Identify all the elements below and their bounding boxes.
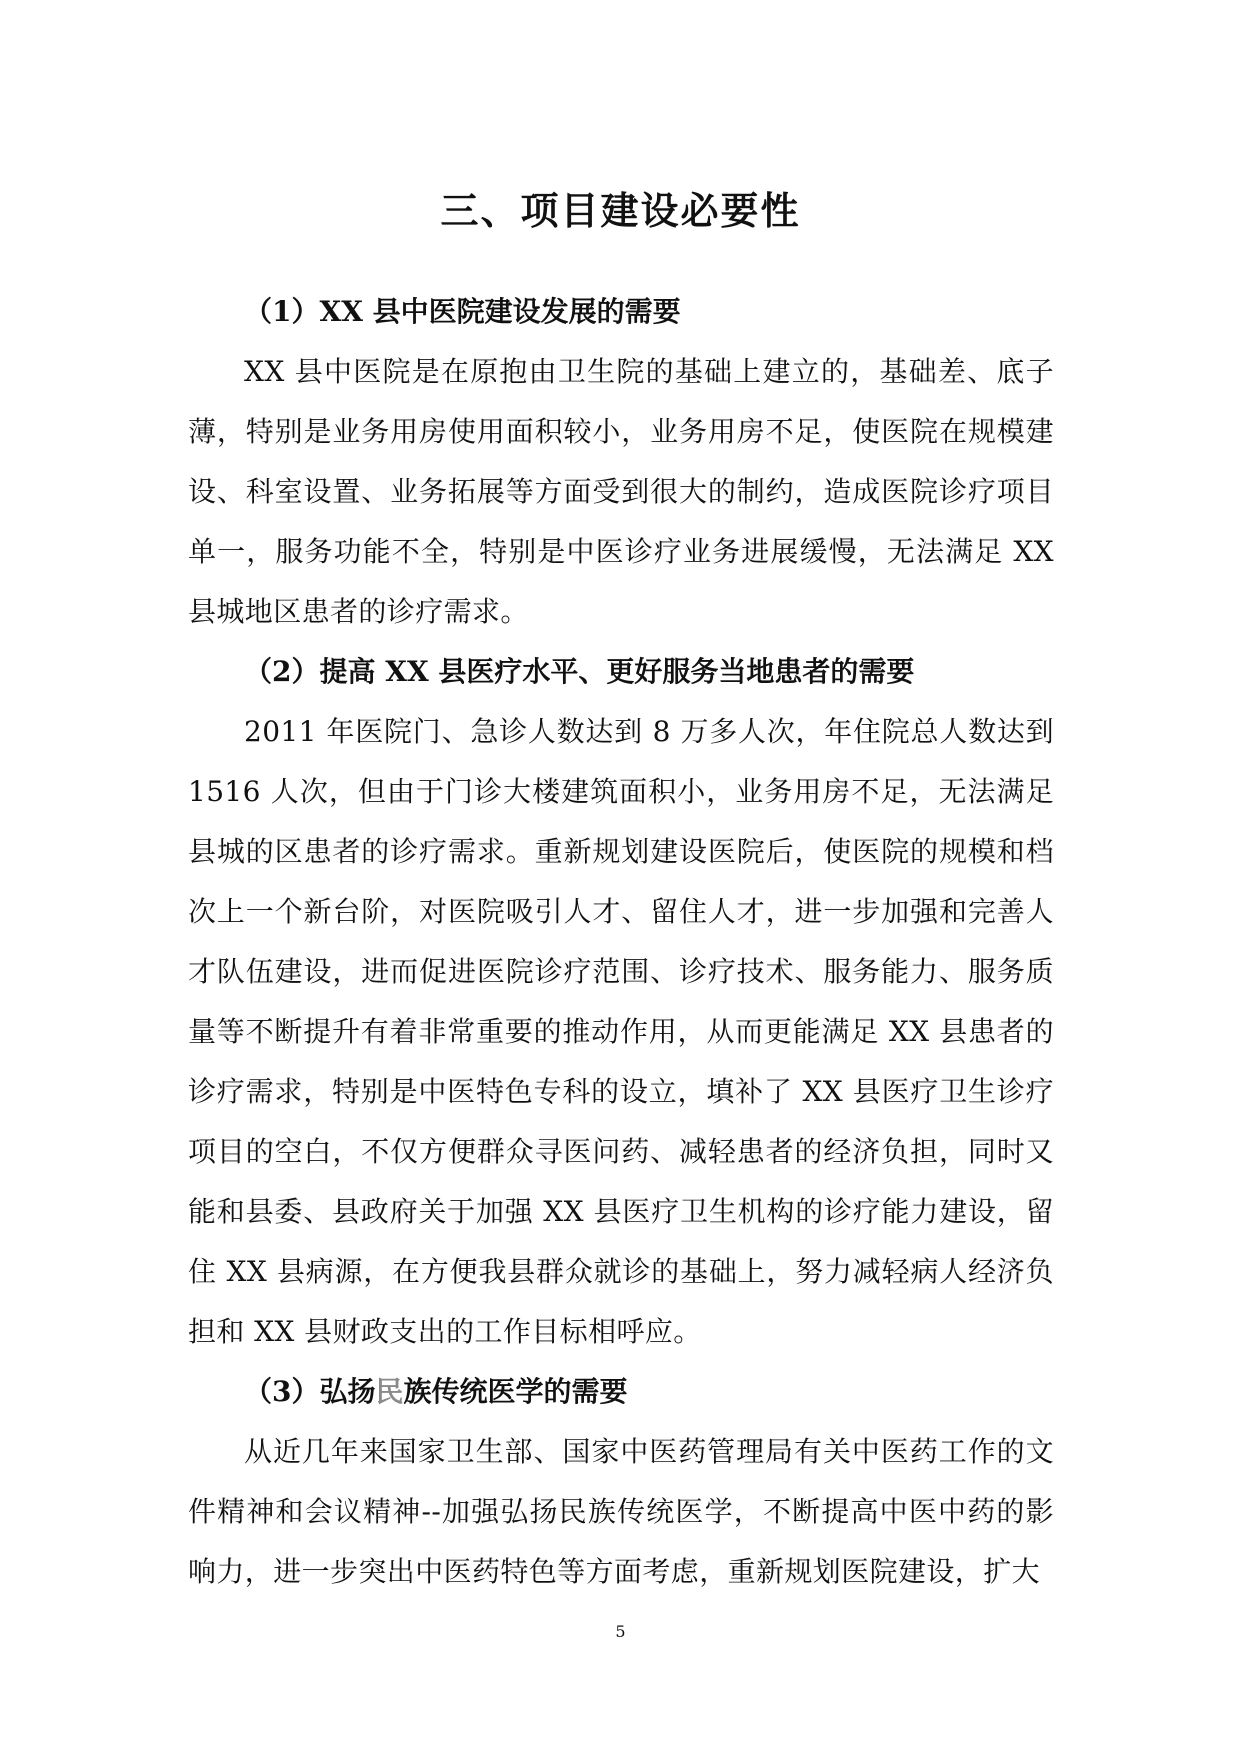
section-3-heading-highlight: 民 (375, 1375, 404, 1408)
document-body (188, 282, 1054, 1602)
section-3-heading (188, 1362, 1054, 1422)
section-3-heading-prefix: （3）弘扬 (244, 1375, 376, 1408)
section-1-paragraph: XX 县中医院是在原抱由卫生院的基础上建立的，基础差、底子薄，特别是业务用房使用面积较小，业务用房不足，使医院在规模建设、科室设置、业务拓展等方面受到很大的制约，造成医院诊疗项目单一，服务功能不全，特别是中医诊疗业务进展缓慢，无法满足 XX 县城地区患者的诊疗需求。 (188, 355, 1054, 628)
section-1-heading: （1）XX 县中医院建设发展的需要 (244, 295, 681, 328)
section-3-paragraph: 从近几年来国家卫生部、国家中医药管理局有关中医药工作的文件精神和会议精神--加强弘扬民族传统医学，不断提高中医中药的影响力，进一步突出中医药特色等方面考虑，重新规划医院建设，扩大 (188, 1435, 1054, 1588)
section-2-heading: （2）提高 XX 县医疗水平、更好服务当地患者的需要 (244, 655, 915, 688)
section-3-heading-suffix: 族传统医学的需要 (403, 1375, 628, 1408)
section-2-paragraph: 2011 年医院门、急诊人数达到 8 万多人次，年住院总人数达到 1516 人次，但由于门诊大楼建筑面积小，业务用房不足，无法满足县城的区患者的诊疗需求。重新规划建设医院后，使医院的规模和档次上一个新台阶，对医院吸引人才、留住人才，进一步加强和完善人才队伍建设，进而促进医院诊疗范围、诊疗技术、服务能力、服务质量等不断提升有着非常重要的推动作用，从而更能满足 XX 县患者的诊疗需求，特别是中医特色专科的设立，填补了 XX 县医疗卫生诊疗项目的空白，不仅方便群众寻医问药、减轻患者的经济负担，同时又能和县委、县政府关于加强 XX 县医疗卫生机构的诊疗能力建设，留住 XX 县病源，在方便我县群众就诊的基础上，努力减轻病人经济负担和 XX 县财政支出的工作目标相呼应。 (188, 715, 1054, 1348)
page-number: 5 (615, 1622, 626, 1641)
page-title: 三、项目建设必要性 (440, 188, 801, 233)
